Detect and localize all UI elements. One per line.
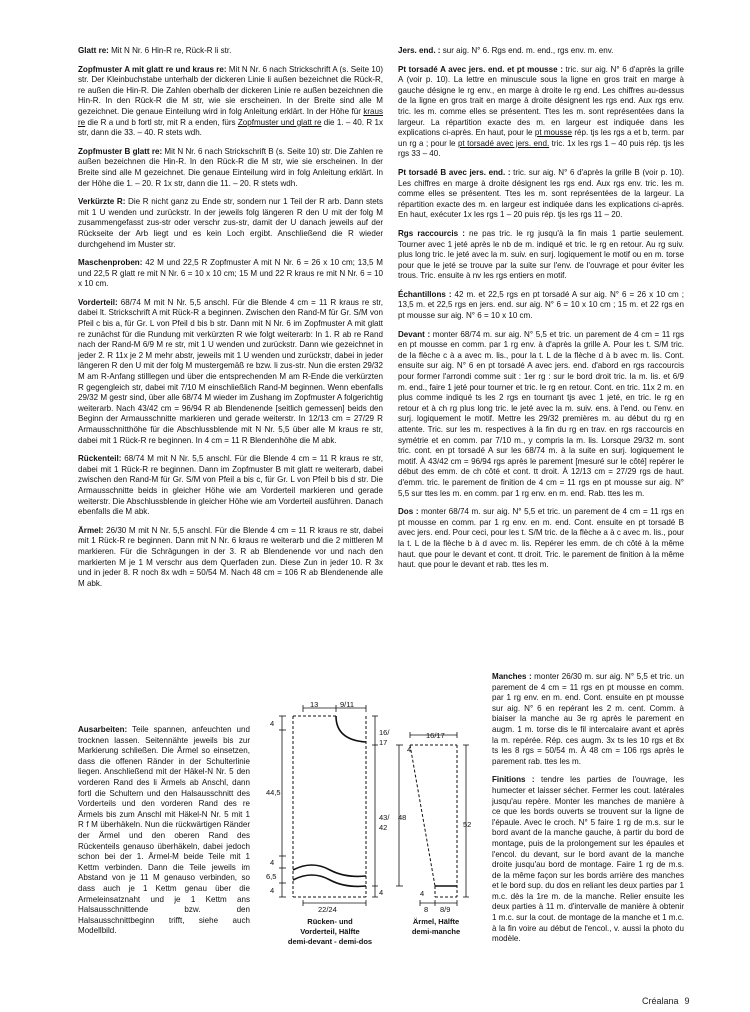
text-fin: tendre les parties de l'ouvrage, les humecter et laisser sécher. Fermer les cout. latérales jusqu'au repère. Monter les manches de manière à ce que les bords ouverts se trouvent sur la ligne de l'épaule. Avec le croch. N° 5 faire 1 rg de m.s. sur le bord avant de la manche gauche, à partir du bord de montage, puis de la prolongement sur les épaules et l'encol. du devant, sur le bord avant de la manche droite jusqu'au bord de montage. Faire 1 rg de m.s. de la même façon sur les bords arrière des manches et le bord sup. du dos en reliant les deux parties par 1 m.c. dès la 1re m. de la manche. Relier ensuite les deux parties à 11 m. d'intervalle de manière à obtenir 1 m.c. sur la cout. de montage de la manche et 1 m.c. à la fin voire au début de l'encol., v. aussi la photo du modèle. (492, 775, 684, 944)
dim-sleeve-52: 52 (463, 820, 472, 829)
caption-sleeve-1: Ärmel, Hälfte (412, 917, 460, 926)
heading-verk: Verkürzte R: (78, 197, 126, 207)
text-jers: sur aig. N° 6. Rgs end. m. end., rgs env. m. env. (440, 46, 614, 55)
para-rgs (398, 229, 684, 282)
caption-body-2: Vorderteil, Hälfte (300, 927, 360, 936)
para-rueck (78, 454, 383, 518)
dim-22-24: 22/24 (318, 905, 337, 914)
text-zopfA-1: Mit N Nr. 6 nach Strickschrift A (s. Seite 10) str. Der Kleinbuchstabe unterhalb der dickeren Linie li außen bezeichnet die Rück-R, re außen die Hin-R. Die Zahlen oberhalb der dickeren Linie re außen bezeichnen die Hin-R. In den Rück-R die M str, wie sie erscheinen. In der Breite sind alle M gezeichnet. Die genaue Einteilung wird in folg Anleitung erklärt. In der Höhe für (78, 64, 383, 116)
dim-left-4b: 4 (270, 858, 275, 867)
text-glatt: Mit N Nr. 6 Hin-R re, Rück-R li str. (108, 46, 232, 55)
para-aermel (78, 526, 383, 590)
body-solid-lines (293, 716, 366, 886)
left-wrap-column (78, 725, 250, 945)
heading-jers: Jers. end. : (398, 46, 441, 55)
para-ptA (398, 65, 684, 160)
left-column (78, 46, 383, 597)
heading-zopfA: Zopfmuster A mit glatt re und kraus re: (78, 64, 227, 74)
text-ausarb: Teile spannen, anfeuchten und trocknen lassen. Seitennähte jeweils bis zur Markierung schließen. Die Ärmel so einsetzen, dass die offenen Ränder in der Schulterlinie liegen. Anschließend mit der Häkel-N Nr. 5 den vorderen Rand des li Ärmels ab Anschl, dann fortl die Schultern und den Halsausschnitt des Vorderteils und den vorderen Rand des re Ärmels bis zum Anschl mit Häkel-N Nr. 5 mit 1 R f M überhäkeln. Nun die rückwärtigen Ränder der Ärmel und den oberen Rand des Rückenteils genauso überhäkeln, dabei jedoch schon bei der 1. Ärmel-M beide Teile mit 1 Kettm verbinden. Dann die Teile jeweils im Abstand von je 11 M genauso verbinden, so dass auch je 1 Kettm genau über die Armeleinsatznaht und je 1 Kettm ans Halsausschnittende bzw. den Halsausschnittbeginn trifft, siehe auch Modellbild. (78, 725, 250, 936)
dim-right-4: 4 (379, 888, 384, 897)
text-masch: 42 M und 22,5 R Zopfmuster A mit N Nr. 6 = 26 x 10 cm; 13,5 M und 22,5 R glatt re mit N Nr. 6 = 10 x 10 cm; 15 M und 22 R kraus re mit N Nr. 6 = 10 x 10 cm. (78, 258, 383, 289)
dim-sleeve-left-4: 4 (407, 745, 412, 754)
dim-6-5: 6,5 (266, 872, 277, 881)
text-dos: monter 68/74 m. sur aig. N° 5,5 et tric. un parement de 4 cm = 11 rgs en pt mousse en comm. par 1 rg env. en m. end. Cont. ensuite en pt torsadé B avec jers. end. Pour ceci, pour les t. S/M tric. de la flèche a à c avec m. lis., pour la t. L de la flèche b à d avec m. lis. Repérer les emm. de ch côté à la même haut. que pour le devant et cont. tt droit. Tric. le parement de finition à la même haut. que pour le devant et rab. ttes les m. (398, 507, 684, 570)
para-ptB (398, 168, 684, 221)
dim-sleeve-8-9: 8/9 (440, 905, 451, 914)
dim-left-4a: 4 (270, 719, 275, 728)
heading-manches: Manches : (492, 672, 532, 681)
diagram-sleeve (396, 731, 471, 936)
page-footer (642, 996, 690, 1006)
para-dos (398, 507, 684, 571)
hem-curve-1 (293, 865, 366, 876)
text-rgs: ne pas tric. le rg jusqu'à la fin mais 1 partie seulement. Tourner avec 1 jeté après le nb de m. indiqué et tric. le rg en retour. Au rg suiv. plus long tric. le jeté avec la m. suiv. en surj. logiquement le motif ou en m. torse pour que le jeté se trouve par la suite sur l'env. de l'ouvrage et pour éviter les trous. Tric. ensuite à nv les rgs entiers en motif. (398, 228, 685, 281)
heading-fin: Finitions : (492, 775, 535, 785)
text-zopfA-3: die 1. – 40. R 1x str, dann die 33. – 40. R stets wdh. (78, 117, 383, 138)
heading-ausarb: Ausarbeiten: (78, 725, 128, 734)
dim-43-42b: 42 (379, 823, 388, 832)
sleeve-dashed-outline (410, 745, 457, 897)
dim-9-11: 9/11 (340, 700, 355, 709)
text-ptA-2: rép. tjs les rgs a et b, term. par un rg a ; pour le (398, 128, 685, 148)
dim-sleeve-48: 48 (398, 813, 407, 822)
page-number: 9 (684, 996, 690, 1006)
text-zopfA-2: die R a und b fortl str, mit R a enden, fürs (85, 117, 238, 127)
heading-ptA: Pt torsadé A avec jers. end. et pt mousse : (398, 64, 563, 74)
text-vorder: 68/74 M mit N Nr. 5,5 anschl. Für die Blende 4 cm = 11 R kraus re str, dabei lt. Strickschrift A mit Rück-R a beginnen. Zwischen den Rand-M für Gr. S/M von Pfeil c bis a, für Gr. L von Pfeil d bis b str. Dann mit N Nr. 6 im Zopfmuster A mit glatt re zunächst für die Rundung mit verkürzten R wie folgt weiterarb: In 1. R ab re Rand nach der Rand-M 6/9 M re str, mit 1 U wenden und zurückstr. Dann wie gezeichnet in jeder 2. R 11x je 2 M mehr abstr, jeweils mit 1 U wenden und zurückstr, dabei in jeder längeren R den U mit der folg M mustergemäß re bzw. li zus-str. Nun die ersten 29/32 M am R-Anfang stilllegen und über die entsprechenden M am R-Ende die verkürzten R gegengleich str, dabei mit 7/10 M einschließlich Rand-M beginnen. Wenn ebenfalls 29/32 M gestr sind, über alle 68/74 M wieder im Zushang im Zopfmuster A folgerichtig weiterarb. Nach 43/42 cm = 96/94 R ab Blendenende [seitlich gemessen] beids den Beginn der Armausschnitte markieren und gerade weiterstr. In 12/13 cm = 27/29 R Armausschnitthöhe für die Abschlussblende mit N Nr. 5,5 über alle M kraus re str, dabei mit 1 Rück-R re beginnen. In 4 cm = 11 R Blendenhöhe die M abk. (78, 297, 383, 445)
caption-body-3: demi-devant - demi-dos (287, 937, 373, 946)
para-ech (398, 290, 684, 322)
text-ptA-u2: pt torsadé avec jers. end. (457, 138, 550, 148)
para-zopfB (78, 147, 383, 189)
dim-sleeve-right-4: 4 (420, 889, 425, 898)
text-zopfB: Mit N Nr. 6 nach Strickschrift B (s. Seite 10) str. Die Zahlen re außen bezeichnen die Hin-R. In den Rück-R die M str, wie sie erscheinen. In der Breite sind alle M gezeichnet. Die genaue Einteilung wird in folg Anleitung erklärt. In der Höhe die 1. – 20. R 1x str, dann die 11. – 20. R stets wdh. (78, 146, 383, 188)
heading-dev: Devant : (398, 329, 431, 339)
para-zopfA (78, 65, 383, 139)
caption-sleeve-2: demi-manche (411, 927, 461, 936)
text-zopfA-u2: Zopfmuster und glatt re (237, 117, 322, 127)
dim-16-17b: 17 (379, 738, 388, 747)
para-verk (78, 197, 383, 250)
dim-left-4c: 4 (270, 886, 275, 895)
heading-ptB: Pt torsadé B avec jers. end. : (398, 167, 511, 177)
dim-sleeve-8: 8 (424, 905, 429, 914)
para-ausarb (78, 725, 250, 937)
heading-zopfB: Zopfmuster B glatt re: (78, 146, 163, 156)
heading-masch: Maschenproben: (78, 258, 143, 268)
text-manches: monter 26/30 m. sur aig. N° 5,5 et tric. un parement de 4 cm = 11 rgs en pt mousse en comm. par 1 rg env. en m. end. Cont. ensuite en pt mousse sur aig. N° 6 en repérant les 2 m. cent. Comm. à biaiser la manche au 3e rg après le parement en augm. 1 m. torse dis le fil intercalaire avant et après la m. repérée. Rép. ces augm. 3x ts les 10 rgs et 8x ts les 8 rgs = 50/54 m. À 48 cm = 106 rgs après le parement rab. ttes les m. (492, 672, 684, 766)
heading-vorder: Vorderteil: (78, 297, 118, 307)
body-dashed-outline (293, 716, 366, 897)
hem-curve-2 (293, 875, 366, 886)
footer-brand: Créalana (642, 996, 679, 1006)
diagram-body (266, 700, 390, 946)
caption-body-1: Rücken- und (307, 917, 353, 926)
dim-43-42: 43/ (379, 813, 390, 822)
text-ptA-3: tric. 1x les rgs 1 – 40 puis rép. tjs les rgs 33 – 40. (398, 138, 684, 159)
sleeve-dimension-lines (396, 732, 472, 906)
text-zopfA-u1: kraus re (78, 106, 383, 127)
dim-sleeve-16-17: 16/17 (426, 731, 445, 740)
text-ptA-1: tric. sur aig. N° 6 d'après la grille A (voir p. 10). La lettre en minuscule sous la ligne en gros trait en marge à gauche désigne le rg env., en marge à droite le rg end. Les chiffres au-dessus de la ligne en gros trait en marge à droite désignent les rgs end. Aux rgs env. tric. les m. comme elles se présentent. Ttes les m. sont représentées dans la largeur. La répartition exacte des m. en largeur est indiquée dans les explications ci-après. En haut, pour le (398, 64, 684, 138)
body-dimension-lines (279, 705, 378, 906)
right-column (398, 46, 684, 579)
dim-16-17: 16/ (379, 728, 390, 737)
text-ptB: tric. sur aig. N° 6 d'après la grille B (voir p. 10). Les chiffres en marge à droite désignent les rgs end. Aux rgs env. tric. les m. comme elles se présentent. Ttes les m. sont représentées de la largeur. La répartition exacte des m. en largeur est indiquée dans les explications ci-après. En haut, exécuter 1x les rgs 1 – 20 puis rép. tjs les rgs 11 – 20. (398, 167, 684, 220)
text-aermel: 26/30 M mit N Nr. 5,5 anschl. Für die Blende 4 cm = 11 R kraus re str, dabei mit 1 Rück-R re beginnen. Dann mit N Nr. 6 kraus re weiterarb und die 2 mittleren M markieren. Für die Schrägungen in der 3. R ab Blendenende vor und nach den markierten M je 1 M verschr aus dem Querfaden zun. Diese Zun in jeder 10. R 3x und in jeder 8. R noch 8x wdh = 50/54 M. Nach 48 cm = 106 R ab Blendenende alle M abk. (78, 525, 383, 588)
text-ptA-u1: pt mousse (534, 128, 573, 138)
para-masch (78, 258, 383, 290)
heading-rgs: Rgs raccourcis : (398, 228, 465, 238)
heading-aermel: Ärmel: (78, 525, 104, 535)
dim-13: 13 (310, 700, 319, 709)
para-manches (492, 672, 684, 767)
text-rueck: 68/74 M mit N Nr. 5,5 anschl. Für die Blende 4 cm = 11 R kraus re str, dabei mit 1 Rück-R re beginnen. Dann im Zopfmuster B mit glatt re weiterarb, dabei zwischen den Rand-M für Gr. S/M von Pfeil a bis c, für Gr. L von Pfeil b bis d str. Die Armausschnitte beids in gleicher Höhe wie am Vorderteil markieren und gerade weiterstr. Die Abschlussblende in gleicher Höhe wie am Vorderteil ausführen. Danach ebenfalls die M abk. (78, 454, 383, 517)
para-glatt (78, 46, 383, 57)
para-fin (492, 775, 684, 945)
text-ech: 42 m. et 22,5 rgs en pt torsadé A sur aig. N° 6 = 26 x 10 cm ; 13,5 m. et 22,5 rgs en jers. end. sur aig. N° 6 = 10 x 10 cm ; 15 m. et 22 rgs en pt mousse sur aig. N° 6 = 10 x 10 cm. (398, 289, 684, 321)
text-dev: monter 68/74 m. sur aig. N° 5,5 et tric. un parement de 4 cm = 11 rgs en pt mousse en comm. par 1 rg env. à d'après la grille A. Pour les t. S/M tric. de la flèche c à a avec m. lis., pour la t. L de la flèche d à b avec m. lis. Cont. ensuite sur aig. N° 6 en pt torsadé A avec jers. end. d'abord en rgs raccourcis pour former l'arrondi comme suit : 1er rg : sur le bord droit tric. la m. lis. et 6/9 m. end., faire 1 jeté pour tourner et tric. le rg en retour. Cont. en tric. 11x 2 m. en plus comme indiqué ts les 2 rgs en tournant tjs avec 1 jeté, en tric. le rg en retour et à ch rg plus long tric. le jeté avec la m. suiv. ens. à l'end. ou l'env. en surj. logiquement le motif. Mettre les 29/32 premières m. au début du rg en attente. Tric. sur les m. respectives à la fin du rg en trav. en rgs raccourcis en symétrie et en comm. par 7/10 m., y compris la m. lis. Lorsque 29/32 m. sont tric. cont. en pt torsadé A sur les 68/74 m. à la suite en surj. logiquement le motif. À 43/42 cm = 96/94 rgs après le parement [mesuré sur le côté] repérer le début des emm. de ch côté et cont. tt droit. À 12/13 cm = 27/29 rgs de haut. d'emm. tric. le parement de finition de 4 cm = 11 rgs en pt mousse sur aig. N° 5,5 sur ttes les m. en comm. par 1 rg env. en m. end. Rab. ttes les m. (398, 329, 684, 498)
neck-curve (336, 716, 366, 742)
right-wrap-column (492, 672, 684, 953)
para-vorder (78, 298, 383, 446)
text-verk: Die R nicht ganz zu Ende str, sondern nur 1 Teil der R arb. Dann stets mit 1 U wenden und zurückstr. In der jeweils folg längeren R den U mit der folg M zusammengefasst zus-str oder verschr zus-str, damit der U danach jeweils auf der Rückseite der Arb liegt und es kein Loch ergibt. Anschließend die R wieder durchgehend im Muster str. (78, 197, 383, 249)
dim-44-5: 44,5 (266, 788, 281, 797)
heading-rueck: Rückenteil: (78, 454, 122, 464)
para-jers (398, 46, 684, 57)
heading-dos: Dos : (398, 507, 419, 517)
para-dev (398, 330, 684, 500)
heading-ech: Échantillons : (398, 289, 452, 299)
heading-glatt: Glatt re: (78, 46, 109, 55)
